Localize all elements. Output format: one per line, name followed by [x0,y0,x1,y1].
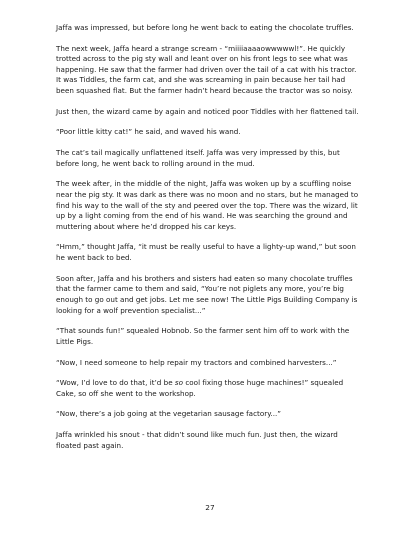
paragraph-11 [56,378,362,399]
paragraph-13: Jaffa wrinkled his snout - that didn’t sound like much fun. Just then, the wizard floated past again. [56,430,338,450]
paragraph-11-after: cool fixing those huge machines!” squealed Cake, so off she went to the workshop. [56,378,344,398]
paragraph-1: Jaffa was impressed, but before long he went back to eating the chocolate truffles. [56,23,354,32]
paragraph-12: “Now, there’s a job going at the vegetarian sausage factory...” [56,409,282,419]
paragraph-9: “That sounds fun!” squealed Hobnob. So the farmer sent him off to work with the Little Pigs. [56,326,350,346]
paragraph-2: The next week, Jaffa heard a strange scream - “miiiiaaaaowwwwwl!”. He quickly trotted across to the pig sty wall and leant over on his front legs to see what was happening. He saw that the farmer had driven over the tail of a cat with his tractor. It was Tiddles, the farm cat, and she was screaming in pain because her tail had been squashed flat. But the farmer hadn’t heard because the tractor was so noisy. [56,43,357,96]
paragraph-3: Just then, the wizard came by again and noticed poor Tiddles with her flattened tail. [56,106,359,116]
paragraph-6: The week after, in the middle of the night, Jaffa was woken up by a scuffling noise near the pig sty. It was dark as there was no moon and no stars, but he managed to find his way to the wall of the sty and peered over the top. There was the wizard, lit up by a light coming from the end of his wand. He was searching the ground and muttering about where he’d dropped his car keys. [56,179,359,231]
page-number: 27 [205,503,215,512]
paragraph-7: “Hmm,” thought Jaffa, “it must be really useful to have a lighty-up wand,” but soon he went back to bed. [56,242,356,263]
paragraph-8: Soon after, Jaffa and his brothers and sisters had eaten so many chocolate truffles that the farmer came to them and said, “You’re not piglets any more, you’re big enough to go out and get jobs. Let me see now! The Little Pigs Building Company is looking for a wolf prevention specialist...” [56,273,358,315]
paragraph-11-before: “Wow, I’d love to do that, it’d be [56,378,175,388]
paragraph-5: The cat’s tail magically unflattened itself. Jaffa was very impressed by this, but before long, he went back to rolling around in the mud. [56,148,340,168]
paragraph-4: “Poor little kitty cat!” he said, and waved his wand. [56,127,241,137]
paragraph-11-emphasis: so [174,378,184,388]
paragraph-10: “Now, I need someone to help repair my tractors and combined harvesters...” [56,357,337,367]
